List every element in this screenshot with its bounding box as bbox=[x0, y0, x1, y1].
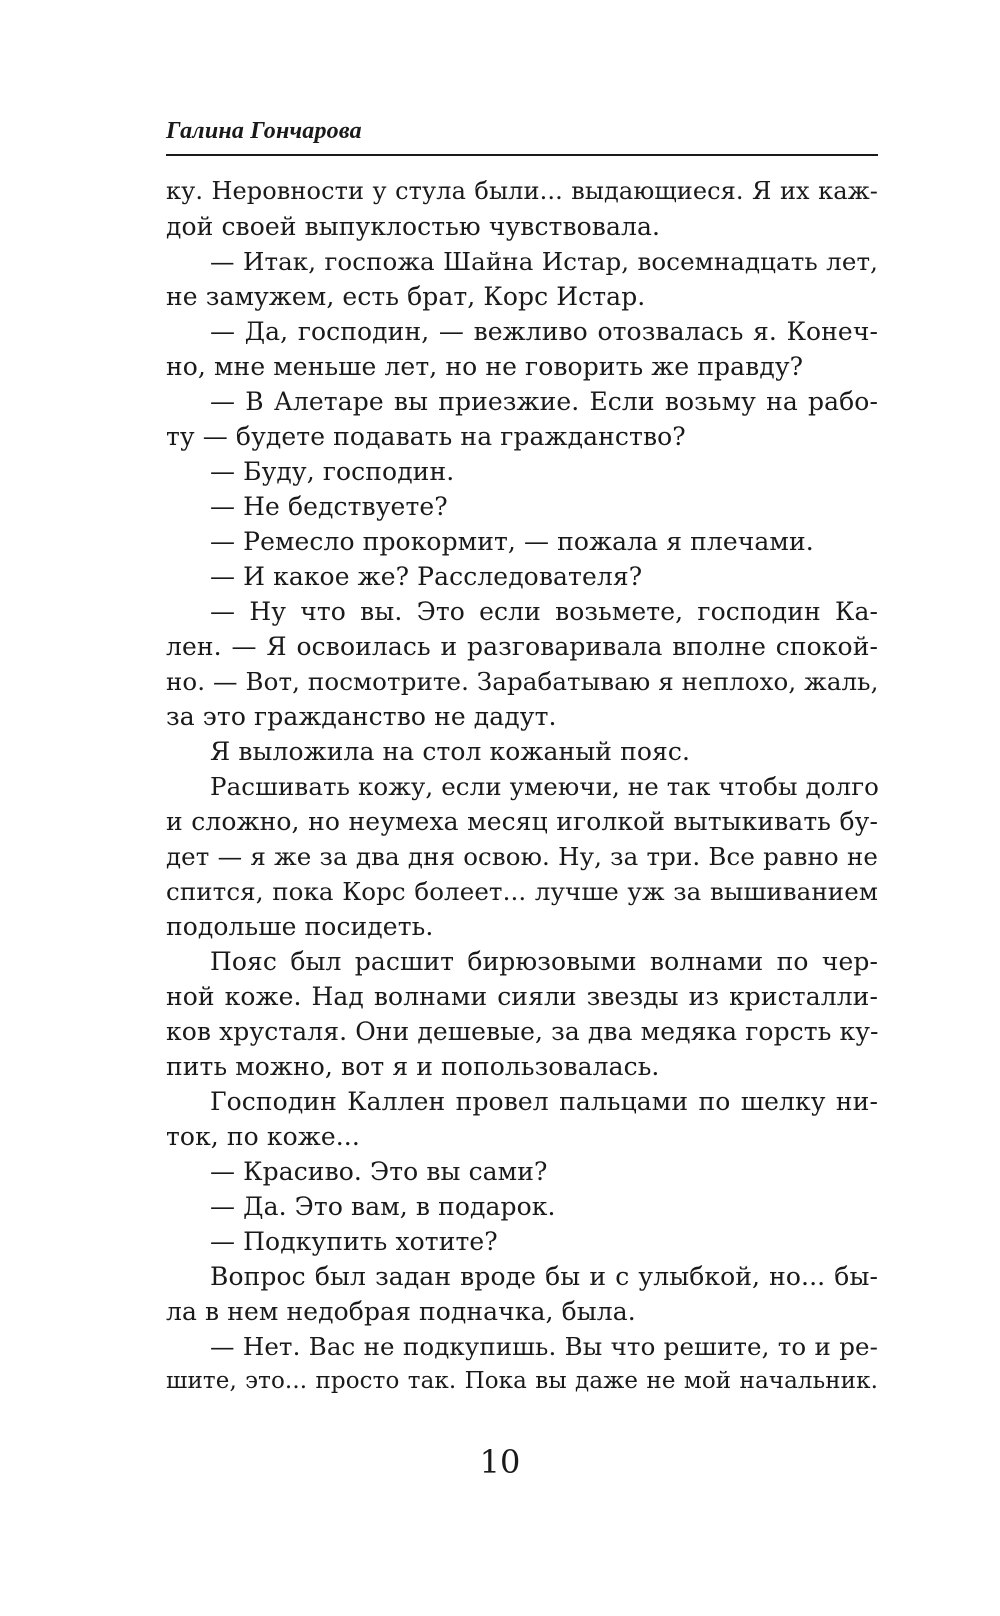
text-line: Расшивать кожу, если умеючи, не так чтобы долго bbox=[210, 772, 879, 801]
text-line: и сложно, но неумеха месяц иголкой вытыкивать бу- bbox=[166, 807, 878, 836]
page-number: 10 bbox=[479, 1443, 521, 1481]
text-line: пить можно, вот я и попользовалась. bbox=[166, 1052, 660, 1081]
header-author: Галина Гончарова bbox=[166, 118, 362, 144]
text-line: дет — я же за два дня освою. Ну, за три. Все равно не bbox=[166, 842, 878, 871]
text-line: — Буду, господин. bbox=[210, 457, 455, 486]
text-line: шите, это... просто так. Пока вы даже не мой начальник. bbox=[166, 1368, 878, 1394]
text-line: — Подкупить хотите? bbox=[210, 1227, 498, 1256]
text-line: ку. Неровности у стула были... выдающиеся. Я их каж- bbox=[166, 177, 878, 205]
text-line: Вопрос был задан вроде бы и с улыбкой, но... бы- bbox=[210, 1262, 878, 1291]
text-line: ла в нем недобрая подначка, была. bbox=[166, 1297, 636, 1326]
text-line: — Красиво. Это вы сами? bbox=[210, 1157, 548, 1186]
text-line: не замужем, есть брат, Корс Истар. bbox=[166, 282, 646, 311]
text-line: Я выложила на стол кожаный пояс. bbox=[210, 737, 691, 766]
text-line: — Не бедствуете? bbox=[210, 492, 448, 521]
text-line: — Нет. Вас не подкупишь. Вы что решите, то и ре- bbox=[210, 1332, 878, 1361]
text-line: но. — Вот, посмотрите. Зарабатываю я неплохо, жаль, bbox=[166, 667, 879, 696]
text-line: ток, по коже... bbox=[166, 1122, 360, 1151]
running-header bbox=[166, 118, 878, 156]
text-line: — В Алетаре вы приезжие. Если возьму на рабо- bbox=[210, 387, 878, 416]
text-line: — Да. Это вам, в подарок. bbox=[210, 1192, 556, 1221]
text-line: спится, пока Корс болеет... лучше уж за вышиванием bbox=[166, 877, 878, 906]
text-line: ной коже. Над волнами сияли звезды из кристалли- bbox=[166, 982, 878, 1011]
text-line: Пояс был расшит бирюзовыми волнами по чер- bbox=[210, 947, 878, 976]
text-line: подольше посидеть. bbox=[166, 912, 434, 941]
text-line: — Итак, госпожа Шайна Истар, восемнадцать лет, bbox=[210, 247, 878, 276]
text-line: за это гражданство не дадут. bbox=[166, 702, 557, 731]
text-line: ков хрусталя. Они дешевые, за два медяка горсть ку- bbox=[166, 1017, 879, 1046]
text-line: — И какое же? Расследователя? bbox=[210, 562, 643, 591]
text-line: — Ремесло прокормит, — пожала я плечами. bbox=[210, 527, 814, 556]
text-line: — Ну что вы. Это если возьмете, господин Ка- bbox=[210, 597, 878, 626]
text-line: лен. — Я освоилась и разговаривала вполне спокой- bbox=[166, 632, 878, 661]
text-line: ту — будете подавать на гражданство? bbox=[166, 422, 686, 451]
text-line: но, мне меньше лет, но не говорить же правду? bbox=[166, 352, 804, 381]
text-line: дой своей выпуклостью чувствовала. bbox=[166, 212, 661, 241]
body-text bbox=[166, 174, 878, 1399]
text-line: Господин Каллен провел пальцами по шелку ни- bbox=[210, 1087, 878, 1116]
text-line: — Да, господин, — вежливо отозвалась я. Конеч- bbox=[210, 317, 878, 346]
